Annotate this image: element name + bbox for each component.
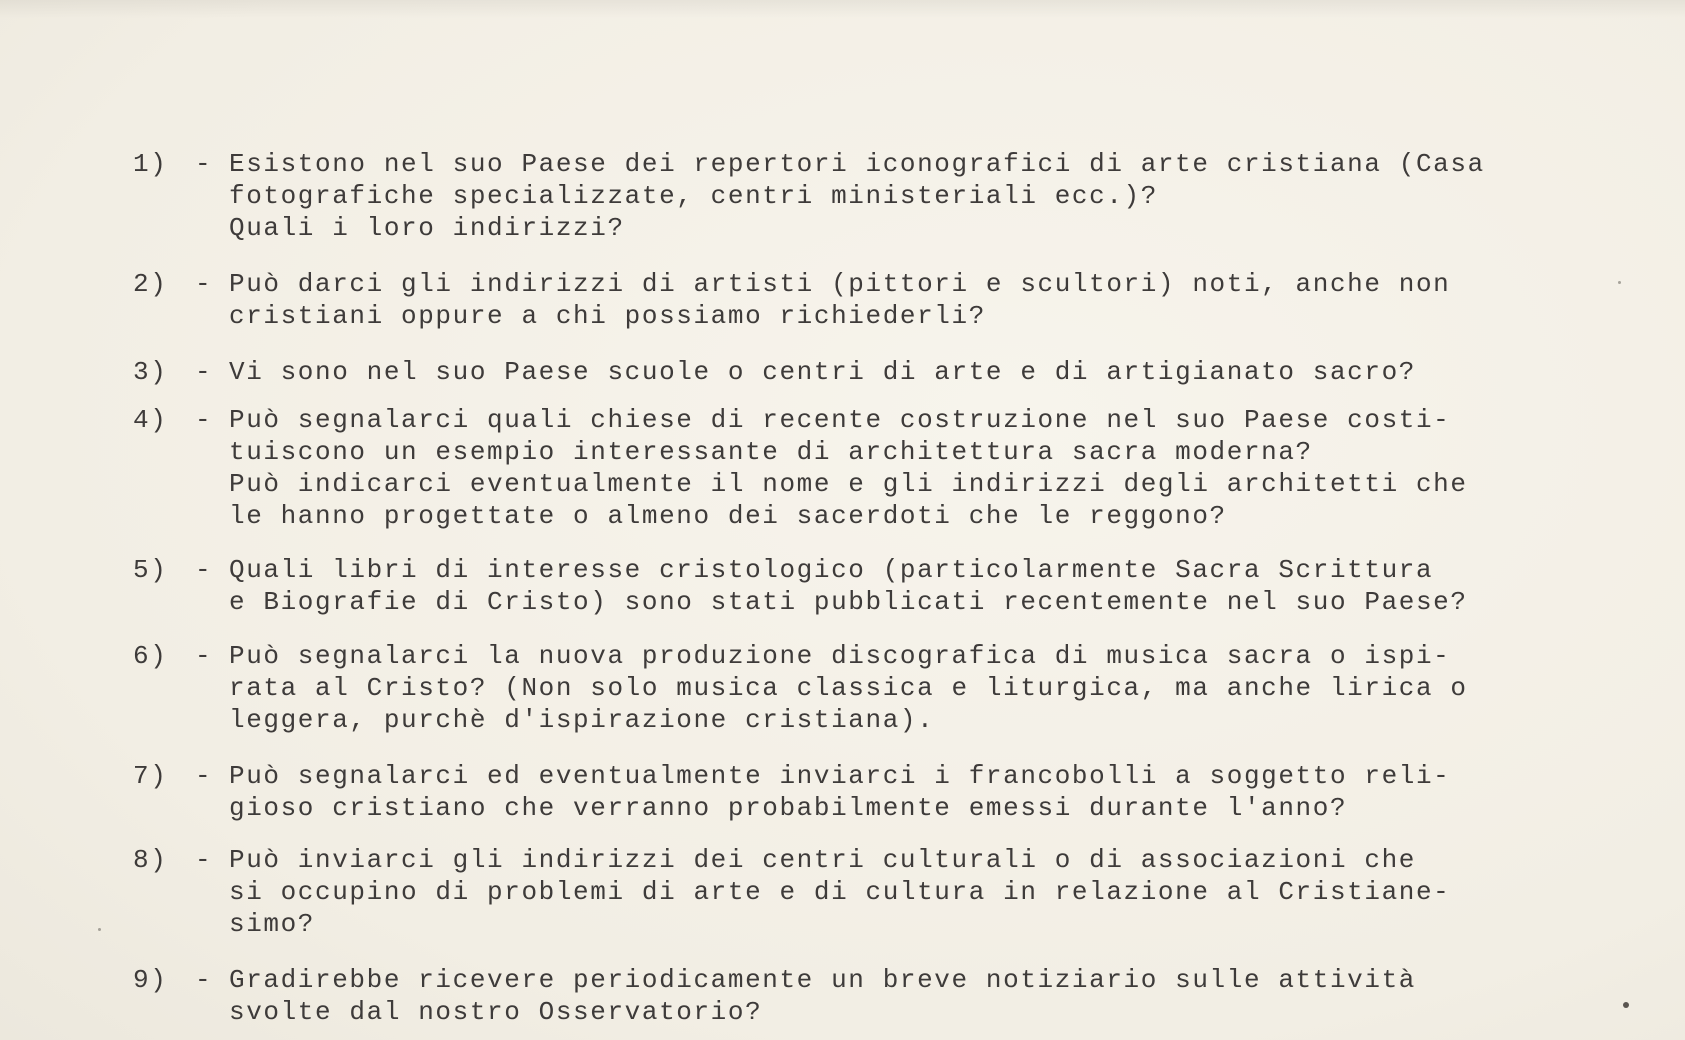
question-number: 9) bbox=[133, 965, 168, 995]
question-number: 5) bbox=[133, 555, 168, 585]
question-line: Può segnalarci la nuova produzione discografica di musica sacra o ispi- bbox=[229, 641, 1451, 671]
question-number: 4) bbox=[133, 405, 168, 435]
question-line: Quali i loro indirizzi? bbox=[229, 213, 625, 243]
question-line: Quali libri di interesse cristologico (particolarmente Sacra Scrittura bbox=[229, 555, 1434, 585]
question-dash: - bbox=[195, 965, 213, 995]
question-dash: - bbox=[195, 845, 213, 875]
question-line: Può darci gli indirizzi di artisti (pittori e scultori) noti, anche non bbox=[229, 269, 1451, 299]
question-line: leggera, purchè d'ispirazione cristiana). bbox=[229, 705, 935, 735]
question-dash: - bbox=[195, 761, 213, 791]
question-line: si occupino di problemi di arte e di cultura in relazione al Cristiane- bbox=[229, 877, 1451, 907]
question-text bbox=[229, 356, 1416, 388]
question-line: Gradirebbe ricevere periodicamente un breve notiziario sulle attività bbox=[229, 965, 1416, 995]
question-text bbox=[229, 554, 1468, 618]
question-number: 3) bbox=[133, 357, 168, 387]
paper-speck bbox=[1618, 281, 1621, 284]
question-line: Può indicarci eventualmente il nome e gli indirizzi degli architetti che bbox=[229, 469, 1468, 499]
question-line: e Biografie di Cristo) sono stati pubblicati recentemente nel suo Paese? bbox=[229, 587, 1468, 617]
question-dash: - bbox=[195, 405, 213, 435]
question-text bbox=[229, 640, 1468, 736]
question-dash: - bbox=[195, 149, 213, 179]
question-number: 1) bbox=[133, 149, 168, 179]
paper-speck bbox=[1623, 1002, 1629, 1008]
question-line: rata al Cristo? (Non solo musica classica e liturgica, ma anche lirica o bbox=[229, 673, 1468, 703]
question-line: Può segnalarci quali chiese di recente costruzione nel suo Paese costi- bbox=[229, 405, 1451, 435]
question-number: 2) bbox=[133, 269, 168, 299]
question-dash: - bbox=[195, 357, 213, 387]
question-number: 7) bbox=[133, 761, 168, 791]
question-text bbox=[229, 268, 1450, 332]
question-line: simo? bbox=[229, 909, 316, 939]
question-number: 8) bbox=[133, 845, 168, 875]
question-text bbox=[229, 844, 1450, 940]
question-line: Vi sono nel suo Paese scuole o centri di arte e di artigianato sacro? bbox=[229, 357, 1416, 387]
paper-speck bbox=[98, 928, 101, 931]
question-line: Può inviarci gli indirizzi dei centri culturali o di associazioni che bbox=[229, 845, 1416, 875]
question-number: 6) bbox=[133, 641, 168, 671]
question-line: tuiscono un esempio interessante di architettura sacra moderna? bbox=[229, 437, 1313, 467]
question-text bbox=[229, 964, 1416, 1028]
question-text bbox=[229, 148, 1485, 244]
question-line: Può segnalarci ed eventualmente inviarci i francobolli a soggetto reli- bbox=[229, 761, 1451, 791]
question-line: fotografiche specializzate, centri ministeriali ecc.)? bbox=[229, 181, 1158, 211]
question-line: cristiani oppure a chi possiamo richiederli? bbox=[229, 301, 986, 331]
question-line: svolte dal nostro Osservatorio? bbox=[229, 997, 763, 1027]
question-line: gioso cristiano che verranno probabilmente emessi durante l'anno? bbox=[229, 793, 1348, 823]
question-text bbox=[229, 404, 1468, 532]
question-line: Esistono nel suo Paese dei repertori iconografici di arte cristiana (Casa bbox=[229, 149, 1485, 179]
question-text bbox=[229, 760, 1450, 824]
question-dash: - bbox=[195, 555, 213, 585]
question-dash: - bbox=[195, 269, 213, 299]
question-line: le hanno progettate o almeno dei sacerdoti che le reggono? bbox=[229, 501, 1227, 531]
question-dash: - bbox=[195, 641, 213, 671]
